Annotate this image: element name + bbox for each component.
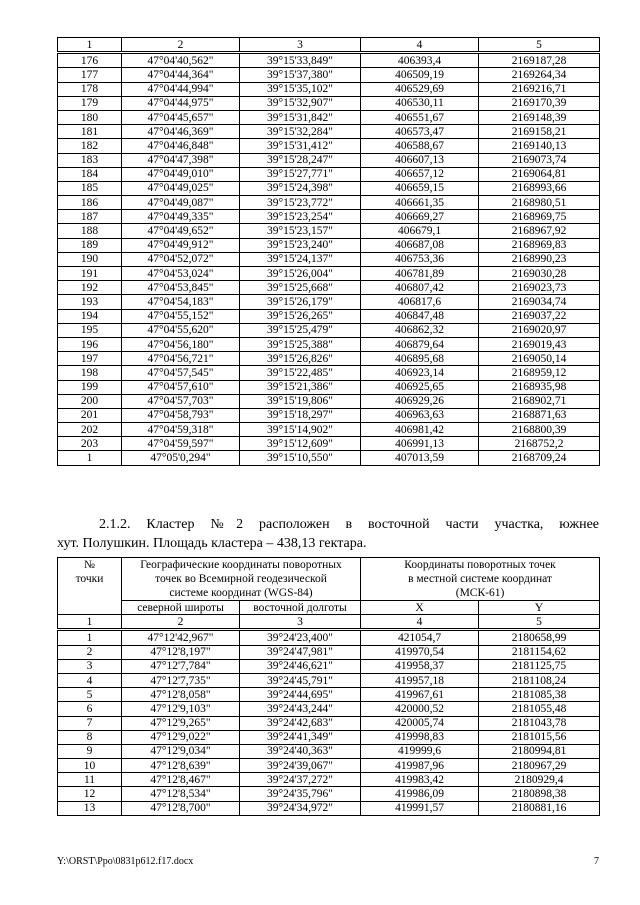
table-cell: 39°15'18,297" xyxy=(240,408,361,422)
table-cell: 47°04'52,072" xyxy=(122,252,240,266)
table-cell: 176 xyxy=(58,53,122,68)
table-cell: 419987,96 xyxy=(361,759,479,773)
table-cell: 187 xyxy=(58,210,122,224)
table-cell: 2168967,92 xyxy=(479,224,600,238)
table-cell: 181 xyxy=(58,125,122,139)
table-cell: 47°04'57,610" xyxy=(122,380,240,394)
table-cell: 39°15'33,849" xyxy=(240,53,361,68)
table-cell: 39°15'27,771" xyxy=(240,167,361,181)
table-row xyxy=(58,139,600,153)
table-cell: 407013,59 xyxy=(361,451,479,465)
table-cell: 406657,12 xyxy=(361,167,479,181)
table-cell: 2168969,83 xyxy=(479,238,600,252)
table-cell: 193 xyxy=(58,295,122,309)
table-cell: 180 xyxy=(58,110,122,124)
table-cell: 406879,64 xyxy=(361,337,479,351)
cluster2-description xyxy=(57,515,599,553)
table-cell: 2169264,34 xyxy=(479,68,600,82)
table-cell: 2168980,51 xyxy=(479,196,600,210)
table-row xyxy=(58,688,600,702)
table-cell: 39°24'42,683" xyxy=(240,716,361,730)
table-cell: 39°15'31,842" xyxy=(240,110,361,124)
table-cell: 47°12'9,265" xyxy=(122,716,240,730)
table-cell: 39°15'14,902" xyxy=(240,423,361,437)
table-cell: 421054,7 xyxy=(361,630,479,645)
table-row xyxy=(58,167,600,181)
table-cell: 202 xyxy=(58,423,122,437)
table-cell: 47°04'49,010" xyxy=(122,167,240,181)
table-cell: 2169140,13 xyxy=(479,139,600,153)
header-point-number xyxy=(58,558,122,615)
page-footer xyxy=(57,856,599,867)
header-point-number-line1: № xyxy=(84,559,95,571)
header-geo-line2: точек во Всемирной геодезической xyxy=(155,573,327,585)
table-cell: 406847,48 xyxy=(361,309,479,323)
table-cell: 47°05'0,294" xyxy=(122,451,240,465)
subheader-x: X xyxy=(361,601,479,615)
table-cell: 47°04'56,721" xyxy=(122,352,240,366)
table-cell: 47°12'8,467" xyxy=(122,773,240,787)
table-row xyxy=(58,96,600,110)
table-cell: 39°15'32,907" xyxy=(240,96,361,110)
table-row xyxy=(58,716,600,730)
header-geographic-coordinates xyxy=(122,558,361,601)
table-cell: 39°24'35,796" xyxy=(240,787,361,801)
subheader-latitude: северной широты xyxy=(122,601,240,615)
table-cell: 406661,35 xyxy=(361,196,479,210)
table-row xyxy=(58,423,600,437)
table-cell: 2181015,56 xyxy=(479,730,600,744)
table-cell: 177 xyxy=(58,68,122,82)
table-row xyxy=(58,702,600,716)
table-cell: 419986,09 xyxy=(361,787,479,801)
table-cell: 7 xyxy=(58,716,122,730)
table-cell: 47°04'49,335" xyxy=(122,210,240,224)
table-cell: 2169187,28 xyxy=(479,53,600,68)
table-cell: 406588,67 xyxy=(361,139,479,153)
table-cell: 39°15'31,412" xyxy=(240,139,361,153)
table-row xyxy=(58,352,600,366)
table-row xyxy=(58,252,600,266)
table-cell: 2168993,66 xyxy=(479,181,600,195)
column-number-cell: 5 xyxy=(479,615,600,630)
table-row xyxy=(58,787,600,801)
table-row xyxy=(58,437,600,451)
table-cell: 2169019,43 xyxy=(479,337,600,351)
table-cell: 2169030,28 xyxy=(479,267,600,281)
table-cell: 39°15'26,265" xyxy=(240,309,361,323)
table-row xyxy=(58,673,600,687)
table-cell: 406963,63 xyxy=(361,408,479,422)
table-row xyxy=(58,68,600,82)
table-cell: 2168969,75 xyxy=(479,210,600,224)
table-cell: 47°04'53,024" xyxy=(122,267,240,281)
table-cell: 419967,61 xyxy=(361,688,479,702)
table-cell: 406659,15 xyxy=(361,181,479,195)
header-local-line3: (МСК-61) xyxy=(455,587,505,599)
coordinates-table-cluster1 xyxy=(57,37,600,466)
table-cell: 406551,67 xyxy=(361,110,479,124)
table-cell: 47°12'42,967" xyxy=(122,630,240,645)
table-cell: 420000,52 xyxy=(361,702,479,716)
table-cell: 419957,18 xyxy=(361,673,479,687)
table-cell: 198 xyxy=(58,366,122,380)
table-cell: 406925,65 xyxy=(361,380,479,394)
column-number-cell: 4 xyxy=(361,615,479,630)
table-cell: 2181108,24 xyxy=(479,673,600,687)
table-cell: 39°15'25,388" xyxy=(240,337,361,351)
table-cell: 13 xyxy=(58,801,122,815)
table-cell: 47°04'55,620" xyxy=(122,323,240,337)
table-cell: 47°04'44,975" xyxy=(122,96,240,110)
table-cell: 2180658,99 xyxy=(479,630,600,645)
table-cell: 1 xyxy=(58,451,122,465)
table-cell: 39°15'23,772" xyxy=(240,196,361,210)
subheader-y: Y xyxy=(479,601,600,615)
table-cell: 8 xyxy=(58,730,122,744)
table-cell: 47°04'56,180" xyxy=(122,337,240,351)
table-cell: 12 xyxy=(58,787,122,801)
table-cell: 39°24'34,972" xyxy=(240,801,361,815)
table-row xyxy=(58,309,600,323)
column-number-cell: 3 xyxy=(240,615,361,630)
table-cell: 39°15'24,137" xyxy=(240,252,361,266)
table-cell: 39°15'24,398" xyxy=(240,181,361,195)
table-cell: 47°04'44,364" xyxy=(122,68,240,82)
table-cell: 201 xyxy=(58,408,122,422)
table-cell: 195 xyxy=(58,323,122,337)
table-cell: 419998,83 xyxy=(361,730,479,744)
table-row xyxy=(58,153,600,167)
table-cell: 47°04'46,369" xyxy=(122,125,240,139)
table-row xyxy=(58,730,600,744)
coordinates-table-cluster2 xyxy=(57,557,600,816)
table-cell: 419983,42 xyxy=(361,773,479,787)
footer-page-number: 7 xyxy=(594,856,599,867)
table-cell: 2168959,12 xyxy=(479,366,600,380)
table2-subheader-row xyxy=(58,601,600,615)
table-cell: 2180994,81 xyxy=(479,744,600,758)
table-cell: 47°04'45,657" xyxy=(122,110,240,124)
table-cell: 406509,19 xyxy=(361,68,479,82)
header-local-coordinates xyxy=(361,558,600,601)
table-cell: 39°24'44,695" xyxy=(240,688,361,702)
table-cell: 406669,27 xyxy=(361,210,479,224)
table-cell: 203 xyxy=(58,437,122,451)
table-cell: 406687,08 xyxy=(361,238,479,252)
table-row xyxy=(58,53,600,68)
table1-body xyxy=(58,38,600,466)
table-cell: 39°15'26,004" xyxy=(240,267,361,281)
table-cell: 47°04'44,994" xyxy=(122,82,240,96)
paragraph-line-1: 2.1.2. Кластер №2 расположен в восточной части участка, южнее xyxy=(99,517,599,532)
header-point-number-line2: точки xyxy=(75,573,104,585)
column-number-cell: 2 xyxy=(122,615,240,630)
table-cell: 2168871,63 xyxy=(479,408,600,422)
table-cell: 39°15'26,826" xyxy=(240,352,361,366)
table-cell: 39°15'23,254" xyxy=(240,210,361,224)
table-row xyxy=(58,394,600,408)
table-cell: 406981,42 xyxy=(361,423,479,437)
table-cell: 47°12'8,700" xyxy=(122,801,240,815)
column-number-cell: 3 xyxy=(240,38,361,53)
table-cell: 39°24'40,363" xyxy=(240,744,361,758)
table-cell: 197 xyxy=(58,352,122,366)
table-cell: 47°04'46,848" xyxy=(122,139,240,153)
table-cell: 2169050,14 xyxy=(479,352,600,366)
table-cell: 39°24'46,621" xyxy=(240,659,361,673)
table-cell: 406679,1 xyxy=(361,224,479,238)
table-cell: 11 xyxy=(58,773,122,787)
table-cell: 183 xyxy=(58,153,122,167)
table-cell: 47°12'8,058" xyxy=(122,688,240,702)
column-number-row xyxy=(58,38,600,53)
table-cell: 184 xyxy=(58,167,122,181)
table-cell: 186 xyxy=(58,196,122,210)
table-cell: 406753,36 xyxy=(361,252,479,266)
table-cell: 39°15'25,479" xyxy=(240,323,361,337)
table-cell: 406817,6 xyxy=(361,295,479,309)
table-cell: 47°12'8,639" xyxy=(122,759,240,773)
table-cell: 2180929,4 xyxy=(479,773,600,787)
table-cell: 2169158,21 xyxy=(479,125,600,139)
table-cell: 47°04'49,652" xyxy=(122,224,240,238)
table-cell: 47°04'55,152" xyxy=(122,309,240,323)
table-cell: 191 xyxy=(58,267,122,281)
table-cell: 39°15'25,668" xyxy=(240,281,361,295)
table-cell: 47°04'59,318" xyxy=(122,423,240,437)
table-cell: 47°12'9,103" xyxy=(122,702,240,716)
table-cell: 47°04'49,087" xyxy=(122,196,240,210)
table-cell: 39°15'26,179" xyxy=(240,295,361,309)
table-cell: 3 xyxy=(58,659,122,673)
table-row xyxy=(58,659,600,673)
table-cell: 2169170,39 xyxy=(479,96,600,110)
table-cell: 2181085,38 xyxy=(479,688,600,702)
table-row xyxy=(58,295,600,309)
table-cell: 47°04'49,912" xyxy=(122,238,240,252)
table-cell: 39°15'21,386" xyxy=(240,380,361,394)
table-cell: 2169023,73 xyxy=(479,281,600,295)
table-cell: 199 xyxy=(58,380,122,394)
table-cell: 2168709,24 xyxy=(479,451,600,465)
table-row xyxy=(58,238,600,252)
table-cell: 2169073,74 xyxy=(479,153,600,167)
table-cell: 2181043,78 xyxy=(479,716,600,730)
table-cell: 192 xyxy=(58,281,122,295)
table-cell: 39°15'23,240" xyxy=(240,238,361,252)
table-cell: 2169064,81 xyxy=(479,167,600,181)
table-cell: 2168935,98 xyxy=(479,380,600,394)
table-cell: 47°12'7,784" xyxy=(122,659,240,673)
table-cell: 406529,69 xyxy=(361,82,479,96)
table-cell: 47°04'57,545" xyxy=(122,366,240,380)
table-cell: 419970,54 xyxy=(361,645,479,659)
table-cell: 39°15'35,102" xyxy=(240,82,361,96)
table-cell: 39°24'43,244" xyxy=(240,702,361,716)
column-number-cell: 1 xyxy=(58,38,122,53)
column-number-cell: 1 xyxy=(58,615,122,630)
table-cell: 39°15'10,550" xyxy=(240,451,361,465)
table-cell: 39°15'32,284" xyxy=(240,125,361,139)
table-cell: 39°15'12,609" xyxy=(240,437,361,451)
table-cell: 2169020,97 xyxy=(479,323,600,337)
table-cell: 39°24'41,349" xyxy=(240,730,361,744)
table-cell: 47°04'53,845" xyxy=(122,281,240,295)
table-cell: 2181154,62 xyxy=(479,645,600,659)
table-row xyxy=(58,210,600,224)
table-cell: 406923,14 xyxy=(361,366,479,380)
table-cell: 39°24'37,272" xyxy=(240,773,361,787)
table-cell: 406530,11 xyxy=(361,96,479,110)
table-cell: 185 xyxy=(58,181,122,195)
table-cell: 188 xyxy=(58,224,122,238)
table-cell: 47°12'9,034" xyxy=(122,744,240,758)
table-cell: 196 xyxy=(58,337,122,351)
table-row xyxy=(58,267,600,281)
table2-header-row xyxy=(58,558,600,601)
table-cell: 2168752,2 xyxy=(479,437,600,451)
table-cell: 4 xyxy=(58,673,122,687)
table-row xyxy=(58,744,600,758)
footer-file-path: Y:\ORST\Ppo\0831p612.f17.docx xyxy=(57,856,194,867)
table-cell: 10 xyxy=(58,759,122,773)
table-cell: 419991,57 xyxy=(361,801,479,815)
table-cell: 39°24'47,981" xyxy=(240,645,361,659)
table-cell: 47°12'7,735" xyxy=(122,673,240,687)
table-row xyxy=(58,337,600,351)
table-cell: 2181055,48 xyxy=(479,702,600,716)
table-cell: 419999,6 xyxy=(361,744,479,758)
table-cell: 406895,68 xyxy=(361,352,479,366)
table-cell: 194 xyxy=(58,309,122,323)
column-number-row xyxy=(58,615,600,630)
table-cell: 182 xyxy=(58,139,122,153)
table-cell: 47°04'47,398" xyxy=(122,153,240,167)
table-cell: 5 xyxy=(58,688,122,702)
table-cell: 47°04'57,703" xyxy=(122,394,240,408)
table-cell: 200 xyxy=(58,394,122,408)
table-row xyxy=(58,110,600,124)
table-cell: 406991,13 xyxy=(361,437,479,451)
table-cell: 47°04'54,183" xyxy=(122,295,240,309)
table-row xyxy=(58,801,600,815)
table-cell: 178 xyxy=(58,82,122,96)
table-cell: 39°15'23,157" xyxy=(240,224,361,238)
table-row xyxy=(58,759,600,773)
table-cell: 47°04'49,025" xyxy=(122,181,240,195)
table-row xyxy=(58,196,600,210)
table-cell: 419958,37 xyxy=(361,659,479,673)
table-cell: 39°24'23,400" xyxy=(240,630,361,645)
table-row xyxy=(58,82,600,96)
table-cell: 420005,74 xyxy=(361,716,479,730)
table-row xyxy=(58,125,600,139)
table-cell: 47°12'8,197" xyxy=(122,645,240,659)
table-cell: 47°04'59,597" xyxy=(122,437,240,451)
table-cell: 2169037,22 xyxy=(479,309,600,323)
header-local-line2: в местной системе координат xyxy=(408,573,552,585)
table-row xyxy=(58,773,600,787)
table-cell: 39°15'28,247" xyxy=(240,153,361,167)
table-cell: 2181125,75 xyxy=(479,659,600,673)
table-row xyxy=(58,366,600,380)
table-cell: 190 xyxy=(58,252,122,266)
table-cell: 406393,4 xyxy=(361,53,479,68)
header-local-line1: Координаты поворотных точек xyxy=(404,559,556,571)
table-row xyxy=(58,451,600,465)
table-cell: 47°12'8,534" xyxy=(122,787,240,801)
subheader-longitude: восточной долготы xyxy=(240,601,361,615)
table-cell: 2168902,71 xyxy=(479,394,600,408)
table-row xyxy=(58,380,600,394)
table-cell: 2180898,38 xyxy=(479,787,600,801)
table-cell: 39°24'39,067" xyxy=(240,759,361,773)
table-cell: 2168800,39 xyxy=(479,423,600,437)
table-cell: 39°15'22,485" xyxy=(240,366,361,380)
table-cell: 406807,42 xyxy=(361,281,479,295)
table-cell: 2169034,74 xyxy=(479,295,600,309)
table-cell: 9 xyxy=(58,744,122,758)
table-row xyxy=(58,645,600,659)
table-cell: 6 xyxy=(58,702,122,716)
table-row xyxy=(58,224,600,238)
table-cell: 1 xyxy=(58,630,122,645)
table-cell: 406607,13 xyxy=(361,153,479,167)
table-cell: 47°12'9,022" xyxy=(122,730,240,744)
paragraph-line-2: хут. Полушкин. Площадь кластера – 438,13 гектара. xyxy=(57,536,367,551)
table2-body xyxy=(58,558,600,816)
table-cell: 406781,89 xyxy=(361,267,479,281)
table-cell: 39°15'19,806" xyxy=(240,394,361,408)
table-row xyxy=(58,408,600,422)
header-geo-line3: системе координат (WGS-84) xyxy=(169,587,313,599)
table-cell: 39°24'45,791" xyxy=(240,673,361,687)
column-number-cell: 5 xyxy=(479,38,600,53)
table-cell: 47°04'40,562" xyxy=(122,53,240,68)
column-number-cell: 4 xyxy=(361,38,479,53)
column-number-cell: 2 xyxy=(122,38,240,53)
table-cell: 39°15'37,380" xyxy=(240,68,361,82)
table-row xyxy=(58,630,600,645)
table-cell: 179 xyxy=(58,96,122,110)
table-cell: 2169216,71 xyxy=(479,82,600,96)
table-row xyxy=(58,323,600,337)
table-cell: 47°04'58,793" xyxy=(122,408,240,422)
table-cell: 189 xyxy=(58,238,122,252)
table-cell: 2180967,29 xyxy=(479,759,600,773)
table-cell: 406929,26 xyxy=(361,394,479,408)
header-geo-line1: Географические координаты поворотных xyxy=(140,559,342,571)
table-row xyxy=(58,281,600,295)
table-cell: 406573,47 xyxy=(361,125,479,139)
table-row xyxy=(58,181,600,195)
table-cell: 2 xyxy=(58,645,122,659)
table-cell: 2180881,16 xyxy=(479,801,600,815)
table-cell: 406862,32 xyxy=(361,323,479,337)
table-cell: 2168990,23 xyxy=(479,252,600,266)
table-cell: 2169148,39 xyxy=(479,110,600,124)
